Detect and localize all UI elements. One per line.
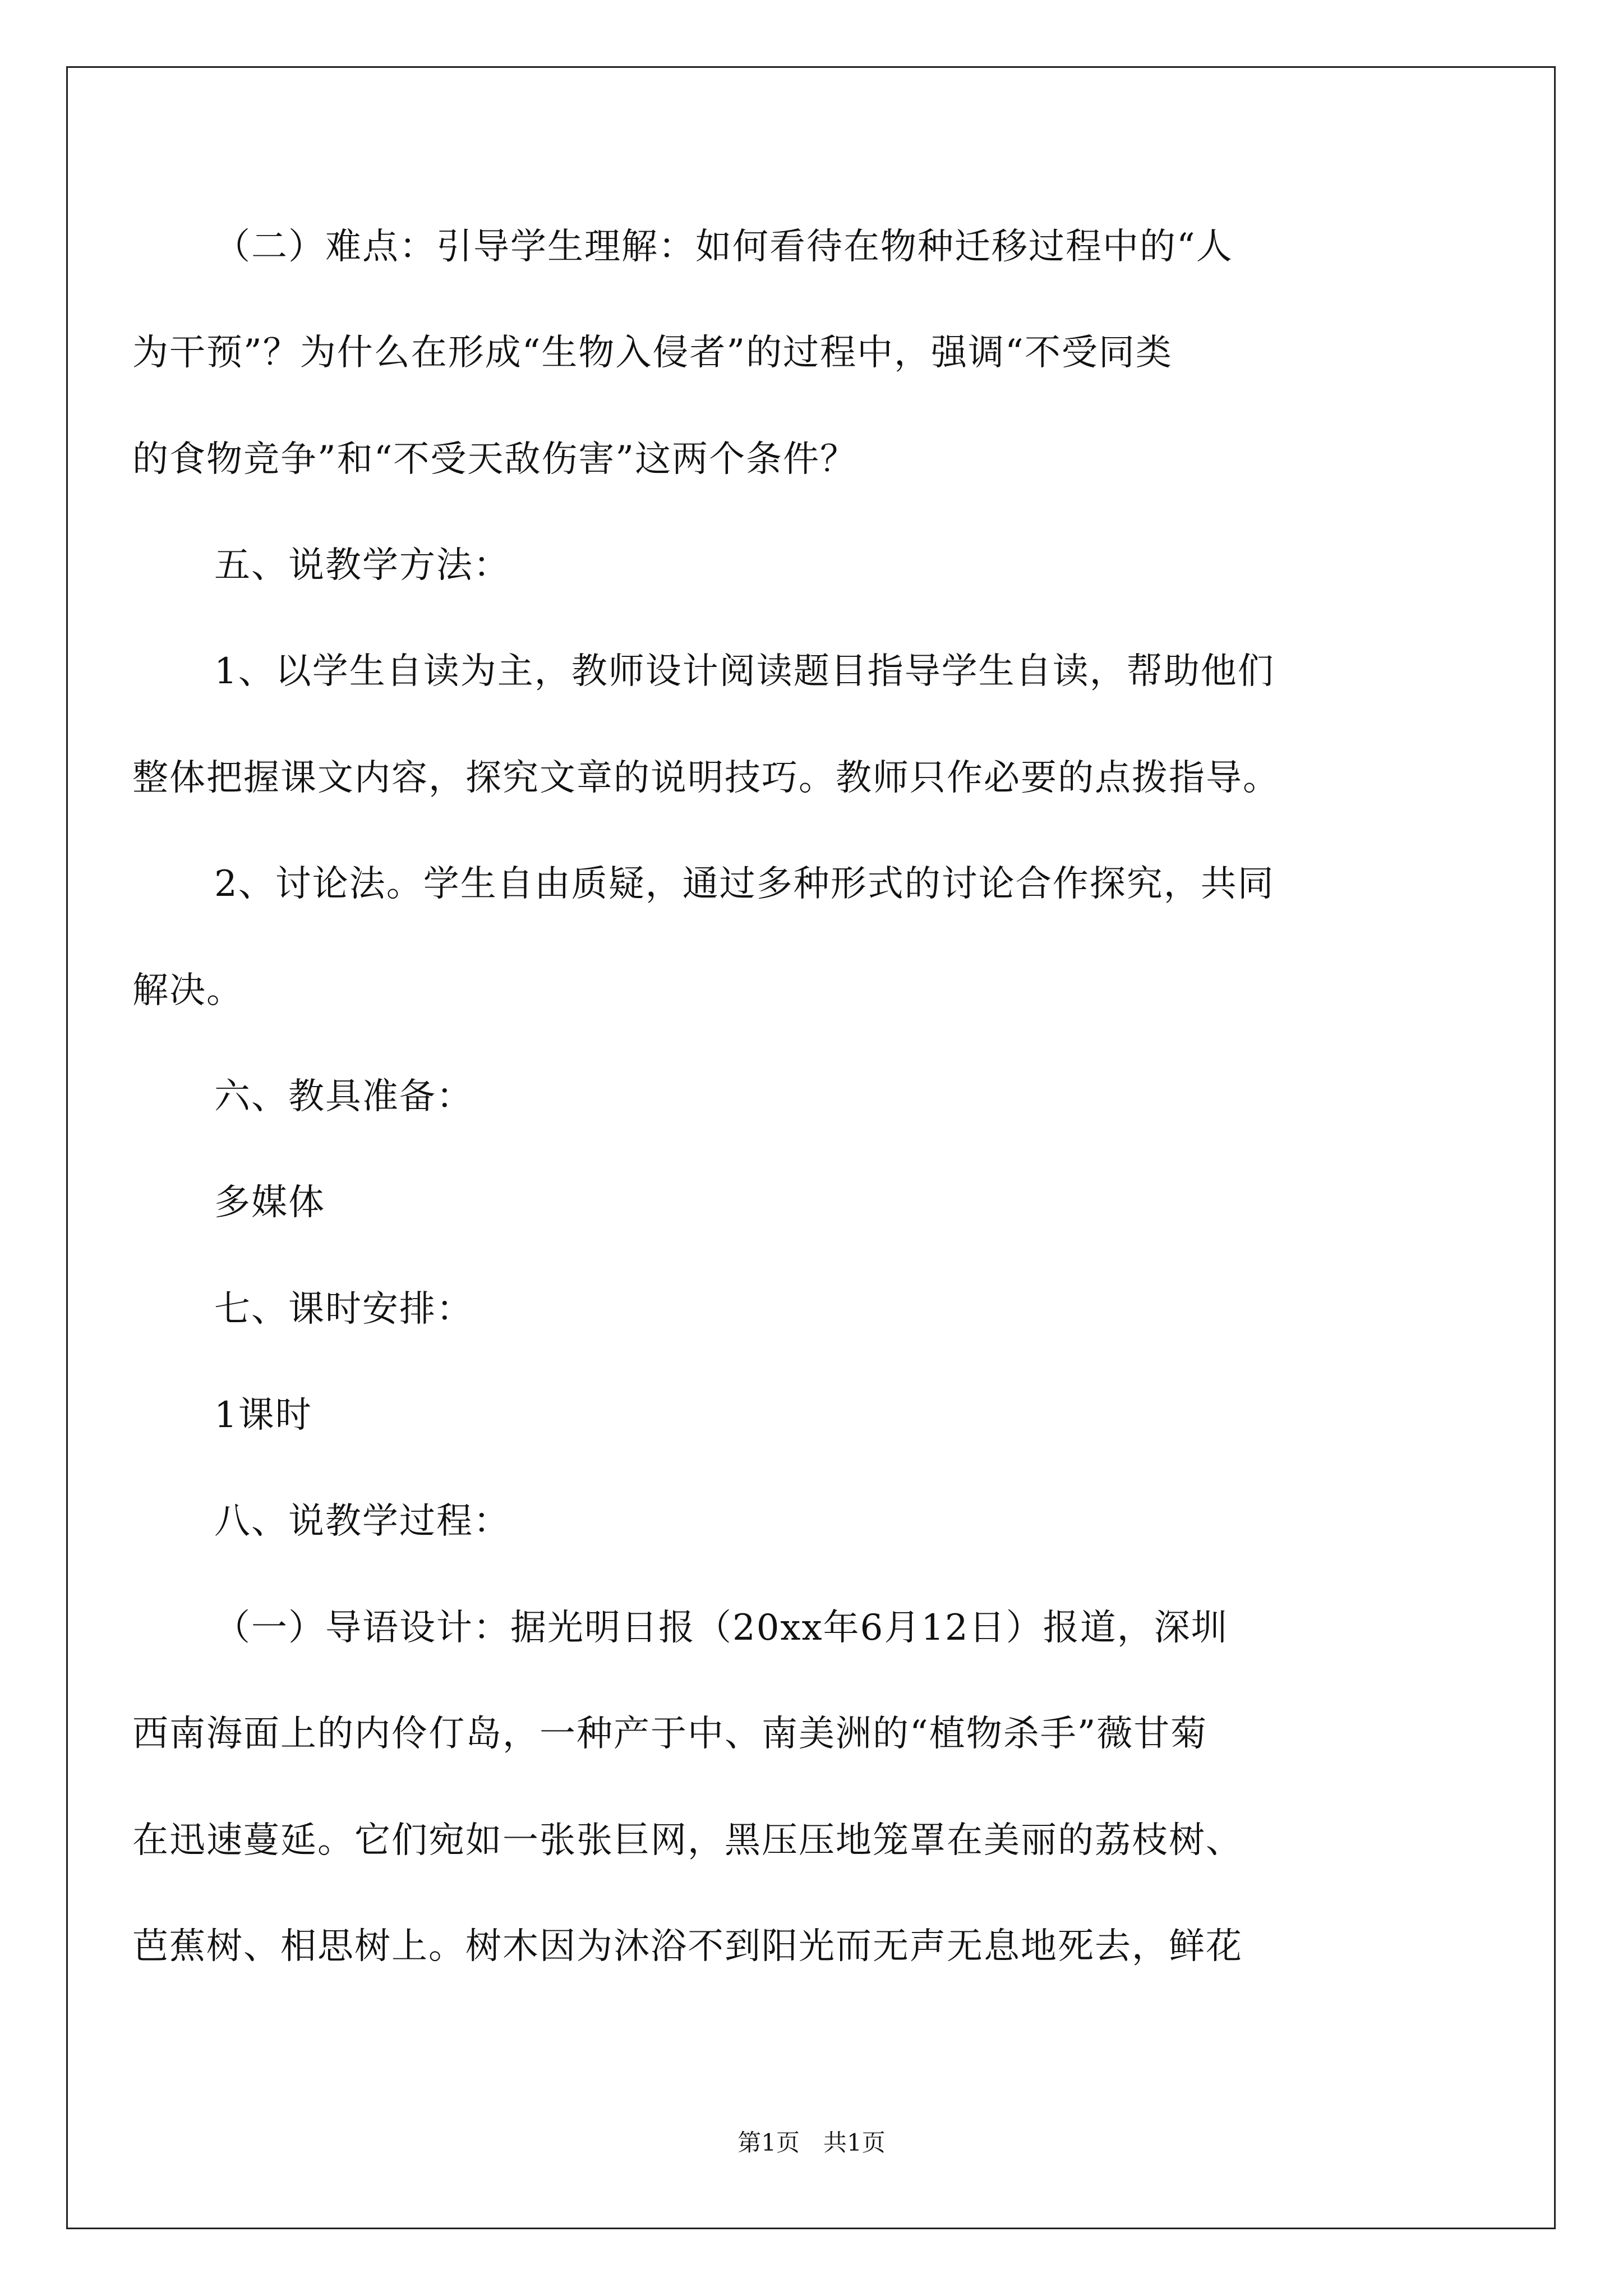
section-heading: 五、说教学方法： [214,545,510,586]
paragraph-line: 西南海面上的内伶仃岛，一种产于中、南美洲的“植物杀手”薇甘菊 [132,1713,1208,1755]
section-heading: 七、课时安排： [214,1289,473,1330]
paragraph-line: （一）导语设计：据光明日报（20xx年6月12日）报道，深圳 [214,1607,1228,1649]
paragraph-line: 为干预”？为什么在形成“生物入侵者”的过程中，强调“不受同类 [132,332,1173,374]
section-heading: 六、教具准备： [214,1076,473,1117]
paragraph-line: 1、以学生自读为主，教师设计阅读题目指导学生自读，帮助他们 [214,651,1275,692]
paragraph-line: 多媒体 [214,1182,325,1223]
paragraph-line: 整体把握课文内容，探究文章的说明技巧。教师只作必要的点拨指导。 [132,757,1280,799]
paragraph-line: （二）难点：引导学生理解：如何看待在物种迁移过程中的“人 [214,226,1233,268]
paragraph-line: 芭蕉树、相思树上。树木因为沐浴不到阳光而无声无息地死去，鲜花 [132,1926,1243,1967]
paragraph-line: 2、讨论法。学生自由质疑，通过多种形式的讨论合作探究，共同 [214,863,1275,905]
paragraph-line: 在迅速蔓延。它们宛如一张张巨网，黑压压地笼罩在美丽的荔枝树、 [132,1820,1243,1861]
section-heading: 八、说教学过程： [214,1501,510,1542]
paragraph-line: 的食物竞争”和“不受天敌伤害”这两个条件？ [132,439,857,480]
paragraph-line: 解决。 [132,970,243,1011]
page-footer: 第1页 共1页 [737,2129,886,2156]
page-border [66,66,1556,2229]
paragraph-line: 1课时 [214,1395,312,1436]
